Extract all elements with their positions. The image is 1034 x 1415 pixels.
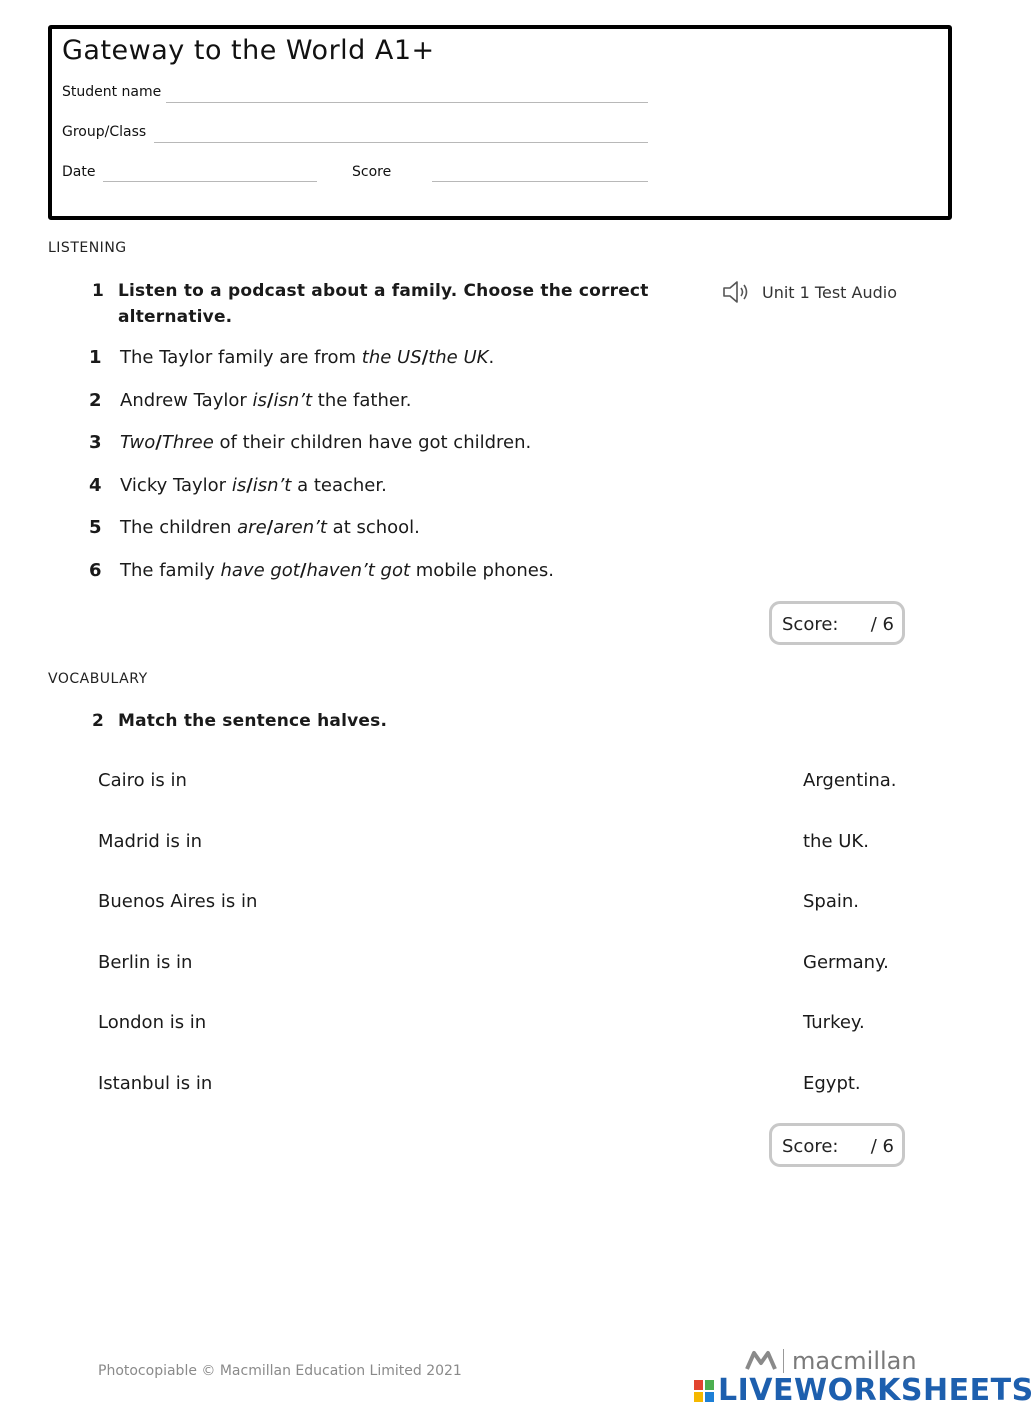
option-b[interactable]: aren’t (273, 517, 327, 538)
score-field[interactable] (432, 181, 648, 182)
question-item: 4 Vicky Taylor is/isn’t a teacher. (89, 475, 387, 496)
match-right-item[interactable]: the UK. (803, 831, 869, 852)
watermark-text: LIVEWORKSHEETS (718, 1373, 1034, 1408)
group-class-field[interactable] (154, 142, 648, 143)
score-label: Score (352, 164, 392, 180)
match-right-item[interactable]: Turkey. (803, 1012, 865, 1033)
audio-player[interactable] (722, 279, 897, 305)
option-a[interactable]: are (237, 517, 267, 538)
question-item: 5 The children are/aren’t at school. (89, 517, 420, 538)
student-name-field[interactable] (166, 102, 648, 103)
option-b[interactable]: haven’t got (306, 560, 411, 581)
speaker-icon (722, 279, 752, 305)
question-item: 6 The family have got/haven’t got mobile phones. (89, 560, 554, 581)
match-right-item[interactable]: Egypt. (803, 1073, 861, 1094)
student-name-label: Student name (62, 84, 162, 100)
publisher-name: macmillan (783, 1349, 917, 1373)
task-instruction: Match the sentence halves. (118, 711, 388, 731)
match-left-item[interactable]: London is in (98, 1012, 207, 1033)
listening-score-box: Score: / 6 (769, 601, 905, 645)
question-item: 3 Two/Three of their children have got children. (89, 432, 532, 453)
match-left-item[interactable]: Buenos Aires is in (98, 891, 258, 912)
task-instruction: Listen to a podcast about a family. Choose the correct alternative. (118, 281, 649, 327)
match-right-item[interactable]: Argentina. (803, 770, 897, 791)
listening-section-label: LISTENING (48, 240, 127, 256)
group-class-label: Group/Class (62, 124, 147, 140)
match-left-item[interactable]: Madrid is in (98, 831, 203, 852)
match-left-item[interactable]: Cairo is in (98, 770, 187, 791)
option-b[interactable]: isn’t (252, 475, 292, 496)
header-box (48, 25, 952, 220)
option-b[interactable]: the UK (428, 347, 489, 368)
worksheet-title: Gateway to the World A1+ (62, 35, 435, 66)
match-right-item[interactable]: Germany. (803, 952, 889, 973)
publisher-logo (745, 1349, 917, 1373)
task-number: 2 (92, 711, 104, 731)
book-icon (745, 1349, 777, 1373)
match-left-item[interactable]: Istanbul is in (98, 1073, 213, 1094)
vocabulary-section-label: VOCABULARY (48, 671, 148, 687)
option-b[interactable]: isn’t (273, 390, 313, 411)
question-item: 2 Andrew Taylor is/isn’t the father. (89, 390, 412, 411)
option-b[interactable]: Three (161, 432, 214, 453)
option-a[interactable]: is (252, 390, 267, 411)
option-a[interactable]: Two (120, 432, 156, 453)
date-field[interactable] (103, 181, 317, 182)
task-number: 1 (92, 281, 104, 301)
vocabulary-score-box: Score: / 6 (769, 1123, 905, 1167)
option-a[interactable]: have got (220, 560, 300, 581)
match-left-item[interactable]: Berlin is in (98, 952, 193, 973)
option-a[interactable]: is (231, 475, 247, 496)
copyright-text: Photocopiable © Macmillan Education Limited 2021 (98, 1363, 462, 1379)
match-right-item[interactable]: Spain. (803, 891, 860, 912)
option-a[interactable]: the US (361, 347, 422, 368)
question-item: 1 The Taylor family are from the US/the UK. (89, 347, 495, 368)
liveworksheets-logo-icon (694, 1380, 714, 1402)
liveworksheets-watermark (694, 1373, 1034, 1408)
date-label: Date (62, 164, 96, 180)
audio-label: Unit 1 Test Audio (762, 282, 897, 302)
